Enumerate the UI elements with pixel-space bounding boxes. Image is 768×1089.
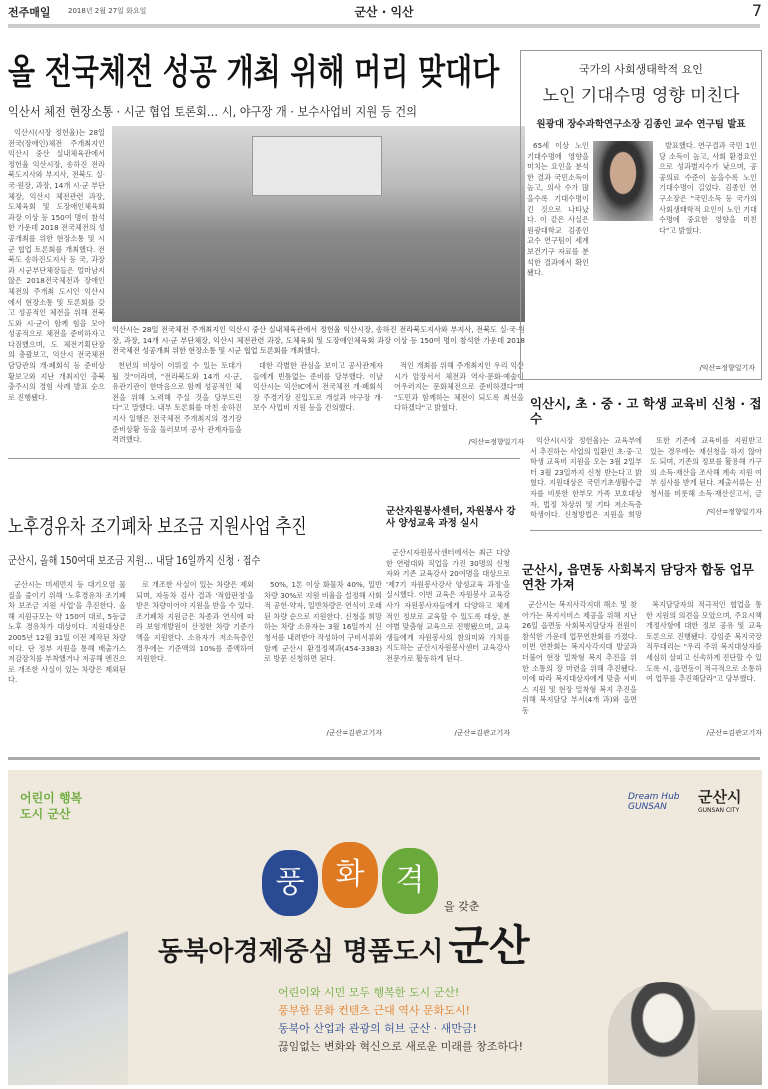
author-photo [593, 141, 653, 221]
lead-col-4: 적인 개최를 위해 주개최지인 우리 익산시가 앞장서서 체전과 역사·문화·예술이 어우러지는 문화체전으로 준비하겠다"며 "도민과 함께하는 체전이 되도록 최선을 다하겠다"고 밝혔다. [394, 361, 524, 413]
page-number: 7 [751, 1, 762, 20]
volunteer-headline: 군산자원봉사센터, 자원봉사 강사 양성교육 과정 실시 [386, 506, 516, 529]
bridge-illustration [8, 870, 128, 1085]
volunteer-byline: /군산=김관고기자 [454, 729, 510, 737]
lead-col-2: 천년의 비상이 이뤄질 수 있는 토대가 될 것"이라며, "전라북도와 14개 시·군, 유관기관이 한마음으로 함께 성공적인 체전을 위해 노력해 주실 것을 당부드린다"고 말했다. 내부 토론회를 마친 송하진 지사 일행은 전국체전 주개최지의 경기장 준비상황 등을 둘러보며 공사 관계자들을 격려했다. [112, 361, 242, 445]
seal-suffix: 을 갖춘 [444, 900, 480, 913]
diesel-col-2: 로 개조한 사실이 있는 차량은 제외되며, 자동차 검사 결과 '적합판정'을 받은 차량이어야 지원을 받을 수 있다. 조기폐차 지원금은 차종과 연식에 따라 보험개발원이 산정한 차량 기준가액을 지원한다. 소유자가 저소득층인 경우에는 기준액의 10%를 증액하여 지원한다. [136, 580, 254, 664]
sidebar-col-2: 발표했다. 연구결과 국민 1인당 소득이 높고, 사회 환경요인으로 성과별지수가 낮으며, 공공의료 수준이 높을수록 노인 기대수명이 길었다. 김종인 연구소장은 "국민소득 등 국가의 사회생태학적 요인이 노인 기대수명에 중요한 영향을 미친다"고 밝혔다. [659, 141, 757, 235]
banner [252, 136, 382, 196]
header-rule [8, 24, 760, 28]
welfare-col-2: 복지담당자의 적극적인 협업을 통한 지원의 의견을 모았으며, 주요시책 개정사항에 대한 정보 공유 및 교육 토론으로 진행됐다. 강임준 복지국장직무대리는 "우리 주위 복지대상자를 세심히 살피고 신속하게 진단할 수 있도록 시, 읍면동이 적극적으로 소통하여 업무를 추진해달라"고 당부했다. [646, 600, 762, 684]
lead-subhead: 익산서 체전 현장소통 · 시군 협업 토론회… 시, 야구장 개 · 보수사업비 지원 등 건의 [8, 104, 417, 119]
section-rule-right [530, 530, 762, 531]
sidebar-kicker: 국가의 사회생태학적 요인 [579, 63, 703, 76]
diesel-col-1: 군산시는 미세먼지 등 대기오염 물질을 줄이기 위해 '노후경유차 조기폐차 보조금 지원 사업'을 추진한다. 올해 지원규모는 약 150여 대로, 5등급 노후 경유차가 대상이다. 지원대상은 2005년 12월 31일 이전 제작된 차량이다. 단 정부 지원을 통해 배출가스 저감장치를 부착했거나 저공해 엔진으로 개조한 사실이 있는 차량은 제외된다. [8, 580, 126, 685]
lead-photo [112, 126, 525, 322]
cityscape-illustration [698, 1010, 762, 1085]
sidebar-box [520, 50, 762, 380]
diesel-byline: /군산=김관고기자 [326, 729, 382, 737]
section-rule [8, 458, 520, 459]
dreamhub-logo: Dream Hub GUNSAN [628, 792, 680, 812]
edu-col-1: 익산시(시장 정헌율)는 교육부에서 추진하는 사업의 일환인 초·중·고 학생 교육비 지원을 오는 3월 2일부터 3월 23일까지 신청 받는다고 밝혔다. 지원대상은 국민기초생활수급자를 비롯한 한부모 가족 보호대상자, 법정 차상위 및 기타 저소득층 학생이다. 신청방법은 지원을 희망 [530, 436, 642, 520]
ad-headline [158, 920, 530, 981]
lead-headline: 올 전국체전 성공 개최 위해 머리 맞대다 [8, 53, 500, 93]
masthead: 전주매일 [8, 6, 51, 19]
seal-2: 화 [322, 842, 378, 908]
ad-headline-a: 동북아경제중심 명품도시 [158, 937, 444, 967]
edu-byline: /익산=정향일기자 [706, 508, 762, 516]
sidebar-col-1: 65세 이상 노인 기대수명에 영향을 미치는 요인을 분석한 결과 국민소득이 높고, 의사 수가 많을수록 기대수명이 긴 것으로 나타났다. 이 같은 사실은 원광대학교 김종인 교수 연구팀이 세계보건기구 자료를 분석한 결과에서 확인됐다. [527, 141, 589, 278]
sidebar-byline: /익산=정향일기자 [699, 364, 755, 372]
seal-1: 풍 [262, 850, 318, 916]
sidebar-headline: 노인 기대수명 영향 미친다 [542, 86, 740, 106]
ad-line-3: 동북아 산업과 관광의 허브 군산 · 새만금! [278, 1022, 477, 1035]
lead-col-3: 대한 각별한 관심을 보이고 공사관계자들에게 빈틈없는 준비를 당부했다. 이날 익산시는 익산IC에서 전국체전 개·폐회식장 주경기장 진입도로 개설과 야구장 개·보수 사업비 지원 등을 건의했다. [253, 361, 383, 413]
ad-rule [8, 757, 760, 760]
edu-headline: 익산시, 초 · 중 · 고 학생 교육비 신청 · 접수 [530, 396, 762, 426]
ad-line-1: 어린이와 시민 모두 행복한 도시 군산! [278, 986, 460, 999]
diesel-subhead: 군산시, 올해 150여대 보조금 지원… 내달 16일까지 신청 · 접수 [8, 554, 261, 567]
volunteer-body: 군산시자원봉사센터에서는 최근 다양한 연령대와 직업을 가진 30명의 신청자와 기존 교육강사 20여명을 대상으로 '제7기 자원봉사강사 양성교육 과정'을 실시했다. 이번 교육은 자원봉사 교육강사가 자원봉사자들에게 다양하고 체계적인 정보로 교육할 수 있도록 대상, 분야별 맞춤형 교육으로 진행됐으며, 교육생들에게 자원봉사의 참의미와 가치를 지도하는 군산시자원봉사센터 교육강사 전문가로 활동하게 된다. [386, 548, 510, 663]
diesel-col-3: 50%, 1톤 이상 화물차 40%, 일반차량 30%로 지원 비율을 설정해 사회적 공헌·약자, 일반차량은 연식이 오래된 차량 순으로 지원한다. 신청을 희망하는 차량 소유자는 3월 16일까지 신청서를 내려받아 작성하여 구비서류와 함께 군산시 환경정책과(454-3383)로 방문 신청하면 된다. [264, 580, 382, 664]
lead-byline: /익산=정향일기자 [468, 438, 524, 446]
ad-line-4: 끊임없는 변화와 혁신으로 새로운 미래를 창조하다! [278, 1040, 524, 1053]
gunsan-ad [8, 770, 762, 1085]
sidebar-subhead: 원광대 장수과학연구소장 김종인 교수 연구팀 발표 [536, 119, 746, 130]
welfare-headline: 군산시, 읍면동 사회복지 담당자 합동 업무연찬 가져 [522, 562, 754, 592]
photo-caption: 익산시는 28일 전국체전 주개최지인 익산시 중산 실내체육관에서 정헌율 익산시장, 송하진 전라북도지사와 부지사, 전북도 실·국·원장, 과장, 14개 시·군 부단체장, 익산시 체전관련 과장, 도체육회 및 도장애인체육회 과장 이상 등 150여 명이 참석한 가운데 2018 전국체전 성공개최 위한 현장소통 및 시군 협업 토론회를 개최했다. [112, 325, 525, 356]
welfare-byline: /군산=김관고기자 [706, 729, 762, 737]
seal-3: 격 [382, 848, 438, 914]
city-name-ko: 군산시 [698, 788, 742, 806]
issue-date: 2018년 2월 27일 화요일 [68, 7, 147, 15]
gunsan-city-logo [698, 786, 741, 814]
section-title: 군산 · 익산 [354, 5, 414, 19]
ad-line-2: 풍부한 문화 컨텐츠 근대 역사 문화도시! [278, 1004, 470, 1017]
edu-col-2: 또한 기존에 교육비를 지원받고 있는 경우에는 재신청을 하지 않아도 되며, 기존의 정보를 활용해 가구의 소득·재산을 조사해 계속 지원 여부 심사를 받게 된다. 제출서류는 신청서를 비롯해 소득·재산신고서, 금 [650, 436, 762, 498]
lead-col-1: 익산시(시장 정헌율)는 28일 전국(장애인)체전 주개최지인 익산시 중산 실내체육관에서 정헌율 익산시장, 송하진 전라북도지사와 부지사, 전북도 실·국·원장, 과장, 14개 시·군 부단체장, 익산시 체전관련 과장, 도체육회 및 도장애인체육회 과장 이상 등 150여 명이 참석한 가운데 2018 전국체전의 성공개최를 위한 현장소통 및 시군 협업 토론회를 개최했다. 전북도 송하진도지사 등 국, 과장과 시군부단체장들은 얼마남지 않은 2018전국체전과 장애인체전의 주개최 도시인 익산시에서 현장소통 및 토론회를 갖고 성공적인 체전을 위해 전북도와 시·군이 함께 힘을 모아 성공적으로 체전을 준비하자고 다짐했으며, 도 체전기획단장의 총괄보고, 익산시 전국체전담당관의 개·폐회식 등 준비상황보고와 지난 개최지인 충북 충주시의 경험 사례 발표 순으로 진행됐다. [8, 128, 105, 402]
ad-headline-b: 군산 [448, 921, 530, 970]
diesel-headline: 노후경유차 조기폐차 보조금 지원사업 추진 [8, 514, 307, 538]
welfare-col-1: 군산시는 복지사각지대 해소 및 찾아가는 복지서비스 제공을 위해 지난 26일 읍면동 사회복지담당자 전원이 참석한 가운데 업무연찬회를 가졌다. 이번 연찬회는 복지사각지대 발굴과 더불어 현장 밀착형 복지 추진을 위한 소통의 장 마련을 위해 추진됐다. 이에 따라 복지대상자에게 맞춤 서비스 지원 및 현장 밀착형 복지 추진을 위해 복지담당 부서(4개 과)와 읍면동 [522, 600, 637, 715]
city-name-en: GUNSAN CITY [698, 807, 740, 814]
campaign-logo: 어린이 행복도시 군산 [20, 791, 83, 821]
